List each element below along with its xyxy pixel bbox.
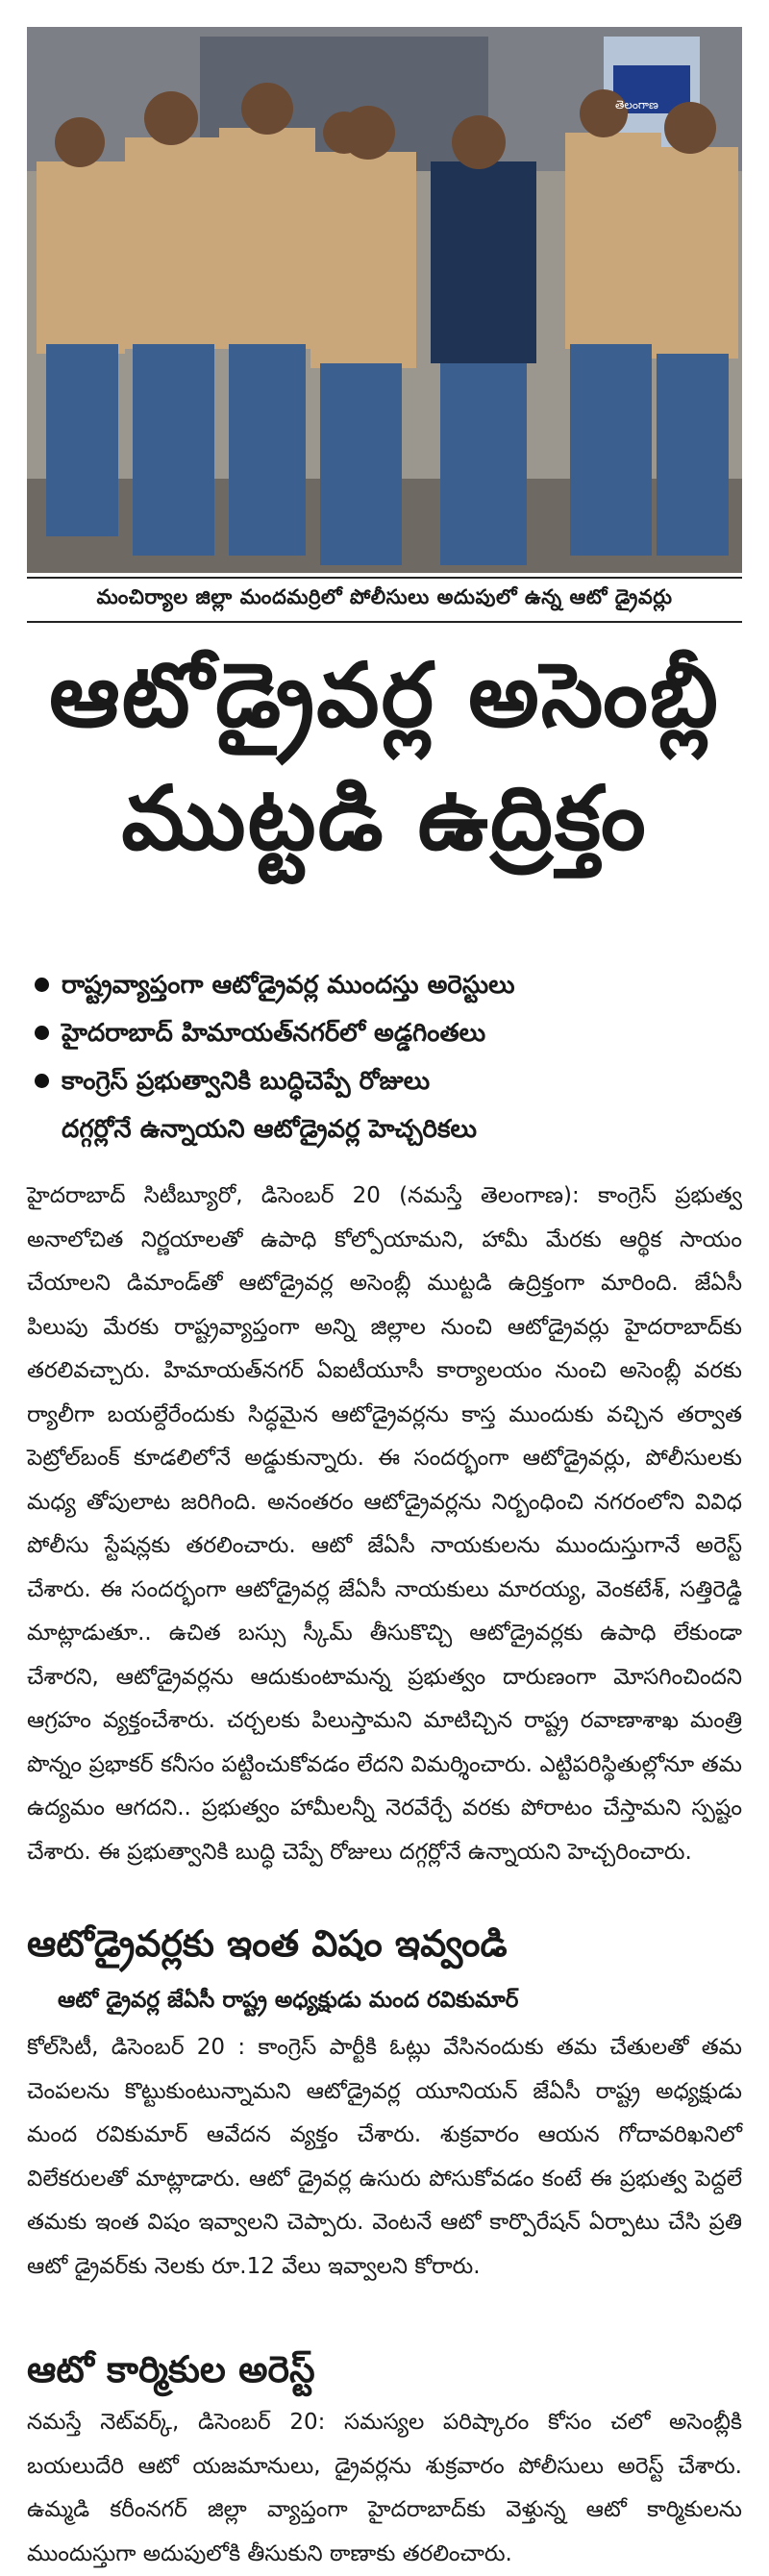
bullet-text-continued: దగ్గర్లోనే ఉన్నాయని ఆటోడ్రైవర్ల హెచ్చరికలు bbox=[62, 1115, 477, 1144]
headline bbox=[27, 634, 742, 880]
bullet-dot-icon bbox=[35, 1074, 49, 1088]
photo-sign-text: తెలంగాణ bbox=[615, 98, 658, 111]
bullet-item bbox=[27, 961, 742, 1009]
bullet-text: హైదరాబాద్ హిమాయత్‌నగర్‌లో అడ్డగింతలు bbox=[62, 1019, 486, 1048]
bullet-dot-icon bbox=[35, 978, 49, 992]
photo-caption-text: మంచిర్యాల జిల్లా మందమర్రిలో పోలీసులు అదుపులో ఉన్న ఆటో డ్రైవర్లు bbox=[96, 585, 673, 608]
bullet-text: రాష్ట్రవ్యాప్తంగా ఆటోడ్రైవర్ల ముందస్తు అరెస్టులు bbox=[62, 971, 515, 1000]
bullet-dot-icon bbox=[35, 1026, 49, 1040]
section-heading-arrest: ఆటో కార్మికుల అరెస్ట్ bbox=[27, 2348, 315, 2390]
bullet-item bbox=[27, 1057, 742, 1153]
article-body-network: నమస్తే నెట్‌వర్క్, డిసెంబర్ 20: సమస్యల పరిష్కారం కోసం చలో అసెంబ్లీకి బయలుదేరి ఆటో యజమానులు, డ్రైవర్లను శుక్రవారం పోలీసులు అరెస్ట్ చేశారు. ఉమ్మడి కరీంనగర్ జిల్లా వ్యాప్తంగా హైదరాబాద్‌కు వెళ్తున్న ఆటో కార్మికులను ముందుస్తుగా అదుపులోకి తీసుకుని ఠాణాకు తరలించారు. bbox=[27, 2410, 742, 2566]
photo-caption bbox=[27, 577, 742, 623]
bullet-text: కాంగ్రెస్ ప్రభుత్వానికి బుద్ధిచెప్పే రోజులు bbox=[62, 1067, 431, 1096]
headline-line-2: ముట్టడి ఉద్రిక్తం bbox=[121, 767, 648, 870]
news-photo bbox=[27, 27, 742, 573]
bullet-item bbox=[27, 1009, 742, 1057]
article-body-coalcity: కోల్‌సిటీ, డిసెంబర్ 20 : కాంగ్రెస్ పార్టీకి ఓట్లు వేసినందుకు తమ చేతులతో తమ చెంపలను కొట్టుకుంటున్నామని ఆటోడ్రైవర్ల యూనియన్ జేఏసీ రాష్ట్ర అధ్యక్షుడు మంద రవికుమార్ ఆవేదన వ్యక్తం చేశారు. శుక్రవారం ఆయన గోదావరిఖనిలో విలేకరులతో మాట్లాడారు. ఆటో డ్రైవర్ల ఉసురు పోసుకోవడం కంటే ఈ ప్రభుత్వ పెద్దలే తమకు ఇంత విషం ఇవ్వాలని చెప్పారు. వెంటనే ఆటో కార్పొరేషన్ ఏర్పాటు చేసి ప్రతి ఆటో డ్రైవర్‌కు నెలకు రూ.12 వేలు ఇవ్వాలని కోరారు. bbox=[27, 2035, 742, 2279]
headline-line-1: ఆటోడ్రైవర్ల అసెంబ్లీ bbox=[49, 644, 720, 747]
section-byline: ఆటో డ్రైవర్ల జేఏసీ రాష్ట్ర అధ్యక్షుడు మంద రవికుమార్ bbox=[58, 1988, 519, 2013]
highlight-bullets bbox=[27, 961, 742, 1153]
section-heading-poison: ఆటోడ్రైవర్లకు ఇంత విషం ఇవ్వండి bbox=[27, 1922, 508, 1965]
article-body-main: హైదరాబాద్ సిటీబ్యూరో, డిసెంబర్ 20 (నమస్తే తెలంగాణ): కాంగ్రెస్ ప్రభుత్వ అనాలోచిత నిర్ణయాలతో ఉపాధి కోల్పోయామని, హామీ మేరకు ఆర్థిక సాయం చేయాలని డిమాండ్‌తో ఆటోడ్రైవర్ల అసెంబ్లీ ముట్టడి ఉద్రిక్తంగా మారింది. జేఏసీ పిలుపు మేరకు రాష్ట్రవ్యాప్తంగా అన్ని జిల్లాల నుంచి ఆటోడ్రైవర్లు హైదరాబాద్‌కు తరలివచ్చారు. హిమాయత్‌నగర్ ఏఐటీయూసీ కార్యాలయం నుంచి అసెంబ్లీ వరకు ర్యాలీగా బయల్దేరేందుకు సిద్ధమైన ఆటోడ్రైవర్లను కాస్త ముందుకు వచ్చిన తర్వాత పెట్రోల్‌బంక్ కూడలిలోనే అడ్డుకున్నారు. ఈ సందర్భంగా ఆటోడ్రైవర్లు, పోలీసులకు మధ్య తోపులాట జరిగింది. అనంతరం ఆటోడ్రైవర్లను నిర్బంధించి నగరంలోని వివిధ పోలీసు స్టేషన్లకు తరలించారు. ఆటో జేఏసీ నాయకులను ముందుస్తుగానే అరెస్ట్ చేశారు. ఈ సందర్భంగా ఆటోడ్రైవర్ల జేఏసీ నాయకులు మారయ్య, వెంకటేశ్, సత్తిరెడ్డి మాట్లాడుతూ.. ఉచిత బస్సు స్కీమ్ తీసుకొచ్చి ఆటోడ్రైవర్లకు ఉపాధి లేకుండా చేశారని, ఆటోడ్రైవర్లను ఆదుకుంటామన్న ప్రభుత్వం దారుణంగా మోసగించిందని ఆగ్రహం వ్యక్తంచేశారు. చర్చలకు పిలుస్తామని మాటిచ్చిన రాష్ట్ర రవాణాశాఖ మంత్రి పొన్నం ప్రభాకర్ కనీసం పట్టించుకోవడం లేదని విమర్శించారు. ఎట్టిపరిస్థితుల్లోనూ తమ ఉద్యమం ఆగదని.. ప్రభుత్వం హామీలన్నీ నెరవేర్చే వరకు పోరాటం చేస్తామని స్పష్టం చేశారు. ఈ ప్రభుత్వానికి బుద్ధి చెప్పే రోజులు దగ్గర్లోనే ఉన్నాయని హెచ్చరించారు. bbox=[27, 1183, 742, 1865]
